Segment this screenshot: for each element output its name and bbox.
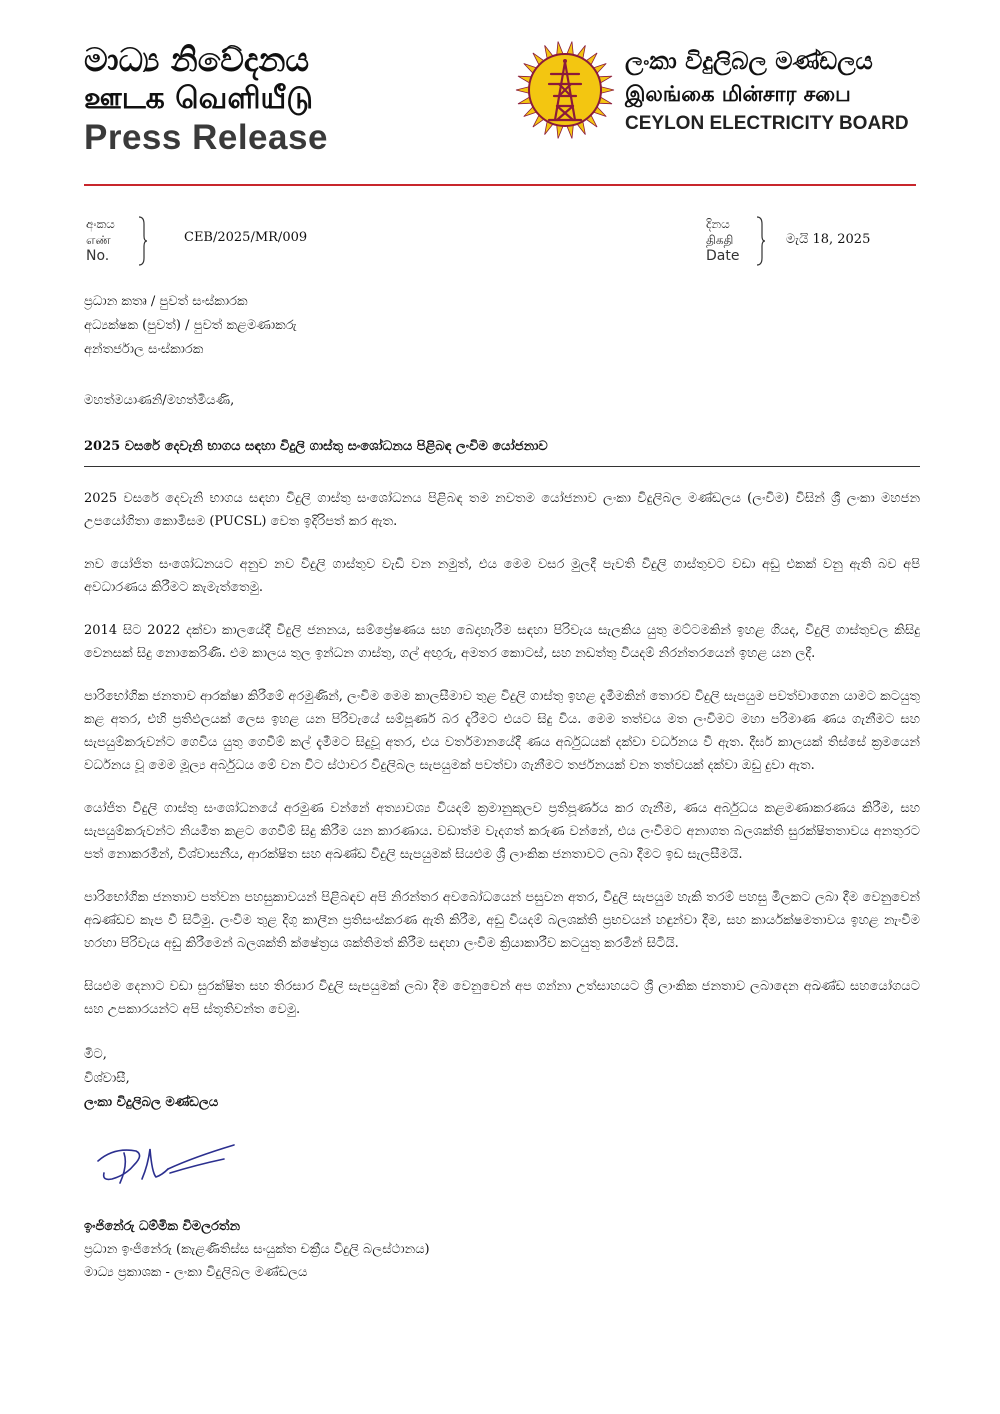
label-date-tamil: திகதி bbox=[706, 233, 734, 247]
signatory-title: ප්‍රධාන ඉංජිනේරු (කැළණිතිස්ස සංයුක්ත චක්‍රීය විදුලි බලස්ථානය) bbox=[84, 1242, 430, 1257]
closing-block bbox=[84, 1043, 920, 1115]
header-divider bbox=[84, 184, 916, 186]
org-name-sinhala: ලංකා විදුලිබල මණ්ඩලය bbox=[625, 47, 873, 75]
date-block bbox=[706, 216, 916, 268]
issue-date: මැයි 18, 2025 bbox=[786, 232, 871, 247]
signatory-block bbox=[84, 1215, 920, 1284]
subject-underline bbox=[84, 466, 920, 467]
title-english: Press Release bbox=[84, 118, 328, 157]
brace-icon bbox=[138, 216, 148, 266]
addressee-line: අන්තර්ජාල සංස්කාරක bbox=[84, 342, 204, 357]
organization-name bbox=[625, 44, 909, 138]
addressee-line: අධ්‍යක්ෂක (පුවත්) / පුවත් කළමණාකරු bbox=[84, 318, 297, 333]
title-sinhala: මාධ්‍ය නිවේදනය bbox=[84, 40, 310, 79]
body-paragraph: නව යෝජිත සංශෝධනයට අනුව නව විදුලි ගාස්තුව වැඩි වන නමුත්, එය මෙම වසර මුලදී පැවති විදුලි ගාස්තුවට වඩා අඩු එකක් වනු ඇති බව අපි අවධාරණය කිරීමට කැමැත්තෙමු. bbox=[84, 557, 920, 595]
ceb-logo-icon bbox=[515, 40, 615, 140]
label-no-english: No. bbox=[86, 248, 110, 264]
body-paragraph: 2025 වසරේ දෙවැනි භාගය සඳහා විදුලි ගාස්තු සංශෝධනය පිළිබඳ තම නවතම යෝජනාව ලංකා විදුලිබල මණ්ඩලය (ලංවිම) විසින් ශ්‍රී ලංකා මහජන උපයෝගිතා කොමිසම (PUCSL) වෙත ඉදිරිපත් කර ඇත. bbox=[84, 491, 920, 529]
body-paragraph: පාරිභෝගික ජනතාව පත්වන පහසුකාවයන් පිළිබඳව අපි නිරන්තර අවබෝධයෙන් පසුවන අතර, විදුලි සැපයුම හැකි තරම් පහසු මිලකට ලබා දීම වෙනුවෙන් අඛණ්ඩව කැප වී සිටිමු. ලංවිම තුළ දිගු කාලීන ප්‍රතිසංස්කරණ ඇති කිරීම, අඩු වියදම් බලශක්ති ප්‍රභවයන් හඳුන්වා දීම, සහ කාර්යක්ෂමතාවය ඉහළ නැංවීම හරහා පිරිවැය අඩු කිරීමෙන් බලශක්ති ක්ෂේත්‍රය ශක්තිමත් කිරීම සඳහා ලංවිම ක්‍රියාකාරීව කටයුතු කරමින් සිටියි. bbox=[84, 890, 920, 951]
org-name-english: CEYLON ELECTRICITY BOARD bbox=[625, 113, 909, 134]
closing-org: ලංකා විදුලිබල මණ්ඩලය bbox=[84, 1095, 219, 1110]
closing-line: විශ්වාසී, bbox=[84, 1071, 130, 1086]
signatory-name: ඉංජිනේරු ධම්මික විමලරත්න bbox=[84, 1219, 241, 1234]
signature-image bbox=[84, 1135, 244, 1195]
salutation: මහත්මයාණනි/මහත්මියණි, bbox=[84, 393, 235, 408]
org-name-tamil: இலங்கை மின்சார சபை bbox=[625, 82, 851, 106]
press-release-title bbox=[84, 40, 328, 158]
addressee-line: ප්‍රධාන කතෘ / පුවත් සංස්කාරක bbox=[84, 294, 248, 309]
label-no-sinhala: අංකය bbox=[86, 217, 115, 231]
signatory-role: මාධ්‍ය ප්‍රකාශක - ලංකා විදුලිබල මණ්ඩලය bbox=[84, 1265, 308, 1280]
title-tamil: ஊடக வெளியீடு bbox=[84, 81, 313, 116]
letter-body bbox=[84, 290, 920, 1284]
body-paragraph: යෝජිත විදුලි ගාස්තු සංශෝධනයේ අරමුණ වන්නේ අත්‍යාවශ්‍ය වියදම් ක්‍රමානුකූලව ප්‍රතිපූර්ණය කර ගැනීම, ණය අර්බුධය කළමණාකරණය කිරීම, සහ සැපයුම්කරුවන්ට නියමිත කළට ගෙවීම් සිදු කිරීම යන කාරණාය. වඩාත්ම වැදගත් කරුණ වන්නේ, එය ලංවිමට අනාගත බලශක්ති සුරක්ෂිතතාවය අනතුරට පත් නොකරමින්, විශ්වාසනීය, ආරක්ෂිත සහ අඛණ්ඩ විදුලි සැපයුමක් සියළුම ශ්‍රී ලාංකික ජනතාවට ලබා දීමට ඉඩ සැලසීමයි. bbox=[84, 801, 920, 862]
reference-number-block bbox=[86, 216, 386, 268]
reference-number: CEB/2025/MR/009 bbox=[184, 230, 308, 245]
brace-icon bbox=[756, 216, 766, 266]
body-paragraph: පාරිභෝගික ජනතාව ආරක්ෂා කිරීමේ අරමුණින්, ලංවිම මෙම කාලසීමාව තුළ විදුලි ගාස්තු ඉහළ දැමීමකින් තොරව විදුලි සැපයුම පවත්වාගෙන යාමට කටයුතු කළ අතර, එහි ප්‍රතිඵලයක් ලෙස ඉහළ යන පිරිවැයේ සම්පූර්ණ බර දැරීමට එයට සිදු විය. මෙම තත්වය මත ලංවිමට මහා පරිමාණ ණය ගැනීමට සහ සැපයුම්කරුවන්ට ගෙවිය යුතු ගෙවීම් කල් දැමීමට සිදුවූ අතර, එය වර්තමානයේදී ණය අර්බුධයක් දක්වා වර්ධනය වී ඇත. දීර්ඝ කාලයක් තිස්සේ ක්‍රමයෙන් වර්ධනය වූ මෙම මූල්‍ය අර්බුධය මේ වන විට ස්ථාවර විදුලිබල සැපයුමක් පවත්වා ගැනීමට තර්ජනයක් වන තත්වයක් දක්වා ඔඩු දුවා ඇත. bbox=[84, 689, 920, 773]
body-paragraph: 2014 සිට 2022 දක්වා කාලයේදී විදුලි ජනනය, සම්ප්‍රේෂණය සහ බෙදාහැරීම සඳහා පිරිවැය සැලකිය යුතු මට්ටමකින් ඉහළ ගියද, විදුලි ගාස්තුවල කිසිදු වෙනසක් සිදු නොකෙරිණි. එම කාලය තුල ඉන්ධන ගාස්තු, ගල් අඟුරු, අමතර කොටස්, සහ නඩත්තු වියදම් නිරන්තරයෙන් ඉහළ යන ලදී. bbox=[84, 623, 920, 661]
subject-heading: 2025 වසරේ දෙවැනි භාගය සඳහා විදුලි ගාස්තු සංශෝධනය පිළිබඳ ලංවිම යෝජනාව bbox=[84, 439, 548, 454]
label-date-english: Date bbox=[706, 248, 740, 264]
body-paragraph: සියළුම දෙනාට වඩා සුරක්ෂිත සහ තිරසාර විදුලි සැපයුමක් ලබා දීම වෙනුවෙන් අප ගන්නා උත්සාහයට ශ්‍රී ලාංකික ජනතාව ලබාදෙන අඛණ්ඩ සහයෝගයට සහ උපකාරයන්ට අපි ස්තූතිවන්ත වෙමු. bbox=[84, 979, 920, 1017]
label-date-sinhala: දිනය bbox=[706, 217, 730, 231]
closing-line: මිට, bbox=[84, 1047, 107, 1062]
letterhead bbox=[0, 0, 1000, 190]
label-no-tamil: எண் bbox=[86, 233, 111, 247]
addressee-block bbox=[84, 290, 920, 362]
